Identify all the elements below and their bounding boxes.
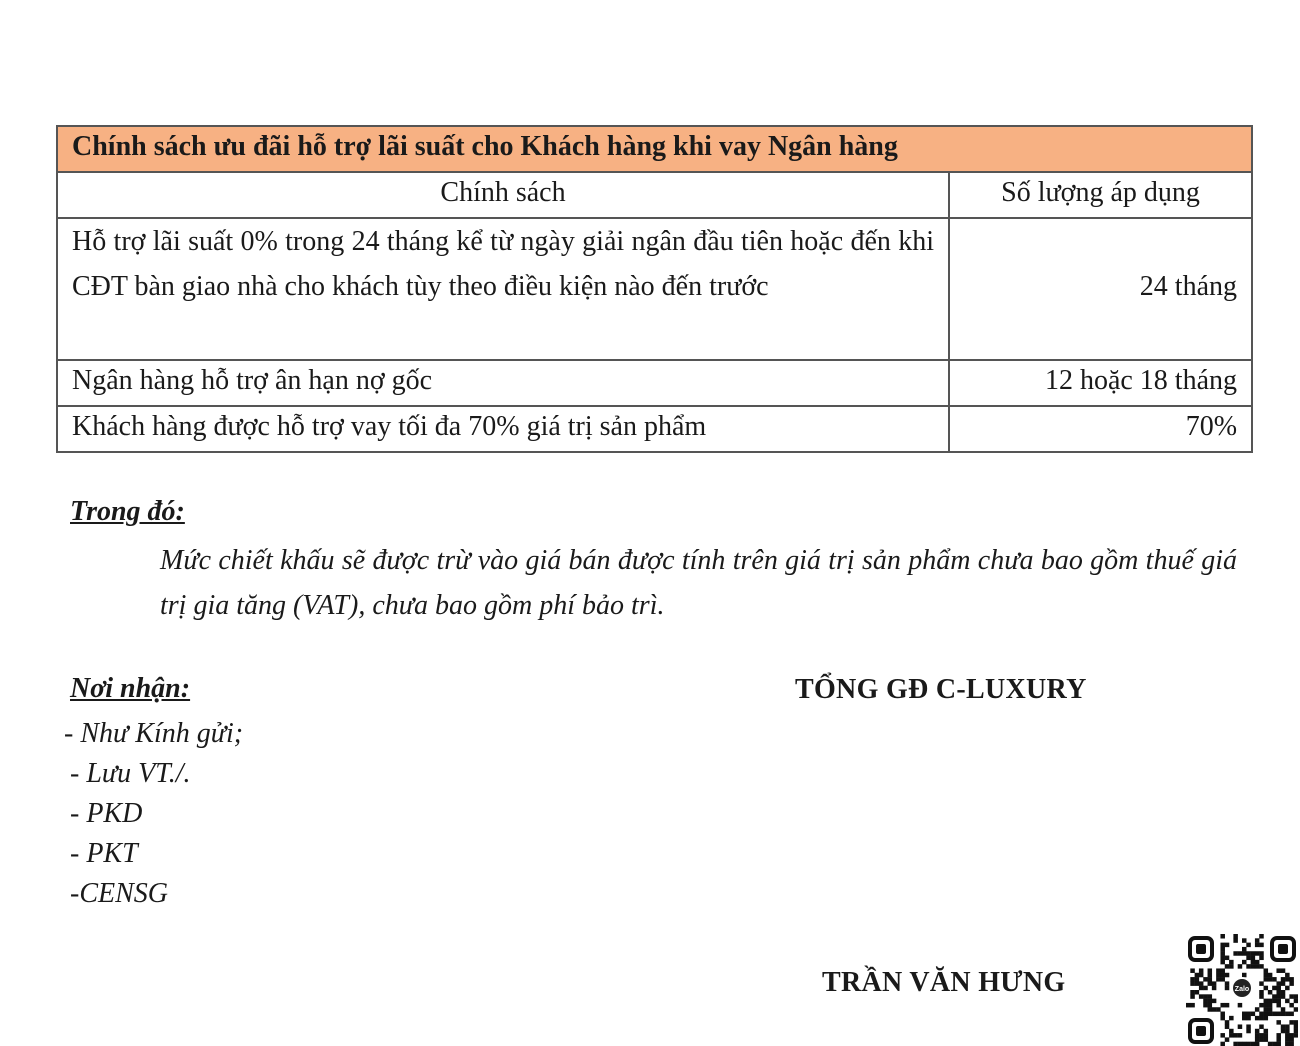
note-body: Mức chiết khấu sẽ được trừ vào giá bán được tính trên giá trị sản phẩm chưa bao gồm thuế giá trị gia tăng (VAT), chưa bao gồm phí bảo trì.: [160, 545, 1237, 621]
table-title: Chính sách ưu đãi hỗ trợ lãi suất cho Khách hàng khi vay Ngân hàng: [57, 126, 1252, 172]
list-item: -CENSG: [70, 878, 168, 909]
qr-code-icon[interactable]: [1186, 934, 1298, 1046]
table-row: [57, 406, 1252, 452]
quantity-cell: 70%: [949, 406, 1252, 452]
signer-title: TỔNG GĐ C-LUXURY: [795, 674, 1087, 705]
header-quantity: Số lượng áp dụng: [949, 172, 1252, 218]
quantity-cell: 24 tháng: [949, 218, 1252, 360]
policy-cell: Ngân hàng hỗ trợ ân hạn nợ gốc: [57, 360, 949, 406]
recipients-heading: Nơi nhận:: [70, 673, 191, 704]
quantity-cell: 12 hoặc 18 tháng: [949, 360, 1252, 406]
policy-cell: Hỗ trợ lãi suất 0% trong 24 tháng kể từ ngày giải ngân đầu tiên hoặc đến khi CĐT bàn giao nhà cho khách tùy theo điều kiện nào đến trước: [57, 218, 949, 360]
table-row: [57, 360, 1252, 406]
qr-logo-text: Zalo: [1234, 986, 1250, 993]
list-item: - Như Kính gửi;: [64, 718, 244, 749]
list-item: - Lưu VT./.: [70, 758, 191, 789]
signer-name: TRẦN VĂN HƯNG: [822, 967, 1066, 998]
policy-table: [56, 125, 1253, 453]
header-policy: Chính sách: [57, 172, 949, 218]
recipient-list: [64, 714, 243, 914]
note-heading: Trong đó:: [70, 496, 185, 527]
table-row: [57, 218, 1252, 360]
list-item: - PKT: [70, 838, 138, 869]
policy-cell: Khách hàng được hỗ trợ vay tối đa 70% giá trị sản phẩm: [57, 406, 949, 452]
list-item: - PKD: [70, 798, 143, 829]
